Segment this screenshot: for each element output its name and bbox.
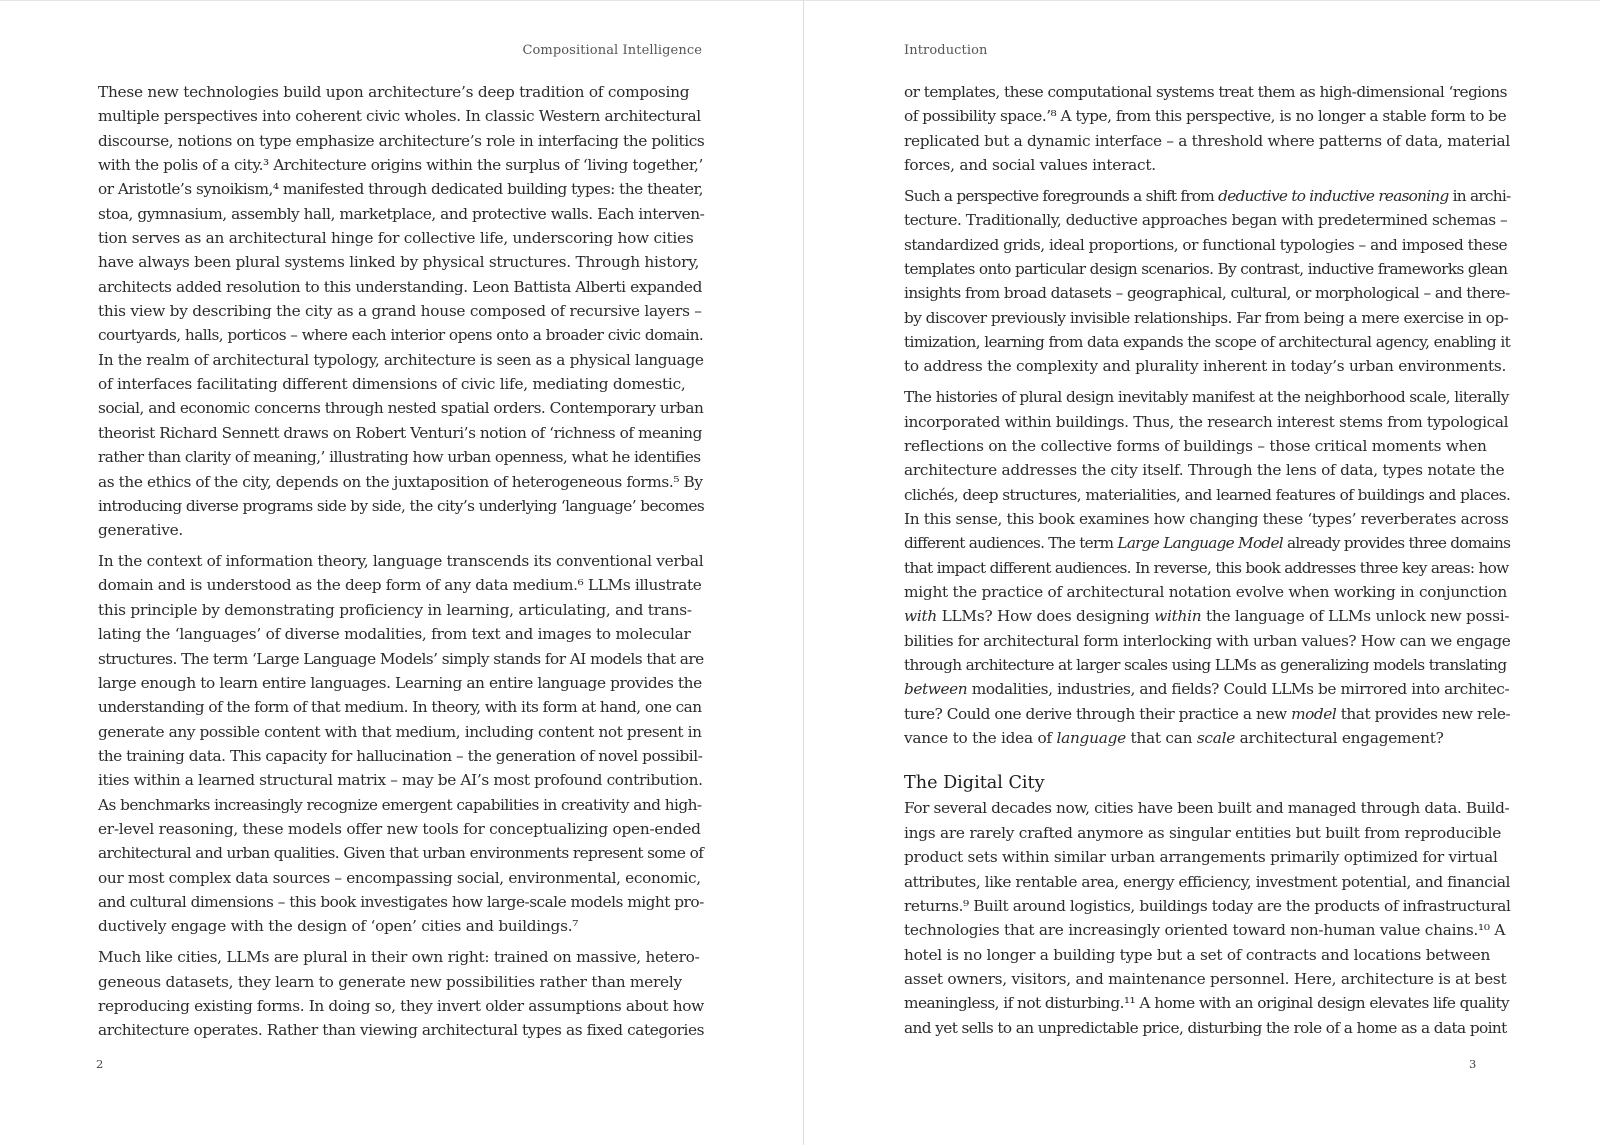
- right-text-column: [904, 80, 1509, 1040]
- text-line: as the ethics of the city, depends on the juxtaposition of heterogeneous forms.⁵ By: [98, 472, 703, 491]
- section-heading: The Digital City: [904, 773, 1045, 794]
- text-line: insights from broad datasets – geographical, cultural, or morphological – and there-: [904, 284, 1510, 303]
- text-line: architectural and urban qualities. Given that urban environments represent some of: [98, 844, 704, 863]
- text-line: different audiences. The term Large Language Model already provides three domains: [904, 534, 1511, 553]
- body-paragraph: [904, 385, 1509, 750]
- body-paragraph: [904, 80, 1509, 177]
- text-line: er-level reasoning, these models offer new tools for conceptualizing open-ended: [98, 819, 701, 838]
- text-line: product sets within similar urban arrangements primarily optimized for virtual: [904, 848, 1498, 867]
- text-line: this principle by demonstrating proficiency in learning, articulating, and trans-: [98, 600, 692, 619]
- body-paragraph: [904, 796, 1509, 1039]
- text-line: asset owners, visitors, and maintenance personnel. Here, architecture is at best: [904, 969, 1507, 988]
- text-line: by discover previously invisible relationships. Far from being a mere exercise in op-: [904, 308, 1509, 327]
- text-line: For several decades now, cities have been built and managed through data. Build-: [904, 799, 1510, 818]
- text-line: rather than clarity of meaning,’ illustrating how urban openness, what he identifies: [98, 448, 701, 467]
- text-line: Such a perspective foregrounds a shift from deductive to inductive reasoning in archi-: [904, 186, 1511, 205]
- left-text-column: [98, 80, 703, 1043]
- text-line: or templates, these computational systems treat them as high-dimensional ‘regions: [904, 83, 1507, 101]
- right-page: [804, 0, 1600, 1145]
- body-paragraph: [98, 549, 703, 939]
- text-line: architects added resolution to this understanding. Leon Battista Alberti expanded: [98, 277, 702, 296]
- text-line: ities within a learned structural matrix – may be AI’s most profound contribution.: [98, 771, 703, 790]
- text-line: These new technologies build upon architecture’s deep tradition of composing: [98, 83, 690, 101]
- page-number-left: 2: [96, 1057, 104, 1071]
- text-line: multiple perspectives into coherent civic wholes. In classic Western architectural: [98, 107, 701, 126]
- text-line: through architecture at larger scales using LLMs as generalizing models translating: [904, 656, 1507, 675]
- text-line: generate any possible content with that medium, including content not present in: [98, 722, 702, 741]
- text-line: lating the ‘languages’ of diverse modalities, from text and images to molecular: [98, 625, 691, 644]
- text-line: standardized grids, ideal proportions, or functional typologies – and imposed these: [904, 235, 1508, 254]
- text-line: introducing diverse programs side by side, the city’s underlying ‘language’ becomes: [98, 496, 705, 515]
- text-line: geneous datasets, they learn to generate new possibilities rather than merely: [98, 972, 682, 991]
- text-line: with LLMs? How does designing within the language of LLMs unlock new possi-: [904, 607, 1510, 626]
- text-line: ings are rarely crafted anymore as singular entities but built from reproducible: [904, 823, 1502, 842]
- text-line: ture? Could one derive through their practice a new model that provides new rele-: [904, 704, 1511, 723]
- text-line: to address the complexity and plurality inherent in today’s urban environments.: [904, 357, 1507, 376]
- text-line: hotel is no longer a building type but a set of contracts and locations between: [904, 945, 1491, 964]
- text-line: and cultural dimensions – this book investigates how large-scale models might pro-: [98, 892, 704, 911]
- text-line: bilities for architectural form interlocking with urban values? How can we engage: [904, 631, 1511, 650]
- paragraph-gap: [904, 379, 1509, 386]
- paragraph-gap: [98, 543, 703, 550]
- text-line: reflections on the collective forms of buildings – those critical moments when: [904, 437, 1487, 455]
- text-line: courtyards, halls, porticos – where each interior opens onto a broader civic domain.: [98, 326, 704, 345]
- text-line: meaningless, if not disturbing.¹¹ A home with an original design elevates life quality: [904, 994, 1510, 1013]
- body-paragraph: [904, 184, 1509, 379]
- text-line: returns.⁹ Built around logistics, buildings today are the products of infrastructural: [904, 896, 1511, 915]
- text-line: have always been plural systems linked by physical structures. Through history,: [98, 253, 700, 272]
- text-line: large enough to learn entire languages. Learning an entire language provides the: [98, 673, 702, 692]
- text-line: domain and is understood as the deep form of any data medium.⁶ LLMs illustrate: [98, 576, 702, 595]
- body-paragraph: [98, 945, 703, 1042]
- paragraph-gap: [98, 939, 703, 946]
- text-line: timization, learning from data expands the scope of architectural agency, enabling it: [904, 333, 1511, 352]
- text-line: the training data. This capacity for hallucination – the generation of novel possibil-: [98, 746, 703, 765]
- text-line: stoa, gymnasium, assembly hall, marketplace, and protective walls. Each interven-: [98, 204, 705, 223]
- text-line: understanding of the form of that medium. In theory, with its form at hand, one can: [98, 698, 702, 717]
- paragraph-gap: [904, 177, 1509, 184]
- text-line: forces, and social values interact.: [904, 156, 1156, 175]
- text-line: and yet sells to an unpredictable price, disturbing the role of a home as a data point: [904, 1018, 1507, 1037]
- text-line: incorporated within buildings. Thus, the research interest stems from typological: [904, 412, 1509, 431]
- text-line: technologies that are increasingly oriented toward non-human value chains.¹⁰ A: [904, 921, 1506, 940]
- text-line: architecture addresses the city itself. Through the lens of data, types notate the: [904, 461, 1505, 480]
- text-line: clichés, deep structures, materialities, and learned features of buildings and places.: [904, 485, 1511, 504]
- text-line: might the practice of architectural notation evolve when working in conjunction: [904, 583, 1507, 602]
- text-line: Much like cities, LLMs are plural in their own right: trained on massive, hetero-: [98, 948, 700, 967]
- text-line: of possibility space.’⁸ A type, from this perspective, is no longer a stable form to be: [904, 107, 1507, 126]
- text-line: with the polis of a city.³ Architecture origins within the surplus of ‘living together,’: [98, 156, 703, 175]
- text-line: The histories of plural design inevitably manifest at the neighborhood scale, literally: [904, 388, 1509, 407]
- text-line: or Aristotle’s synoikism,⁴ manifested through dedicated building types: the theater,: [98, 180, 703, 199]
- text-line: tecture. Traditionally, deductive approaches began with predetermined schemas –: [904, 211, 1508, 230]
- text-line: vance to the idea of language that can scale architectural engagement?: [904, 729, 1444, 748]
- text-line: between modalities, industries, and fields? Could LLMs be mirrored into architec-: [904, 680, 1510, 699]
- text-line: attributes, like rentable area, energy efficiency, investment potential, and financial: [904, 872, 1510, 891]
- text-line: In the context of information theory, language transcends its conventional verbal: [98, 552, 704, 571]
- text-line: theorist Richard Sennett draws on Robert Venturi’s notion of ‘richness of meaning: [98, 423, 702, 442]
- text-line: templates onto particular design scenarios. By contrast, inductive frameworks glean: [904, 260, 1508, 278]
- text-line: of interfaces facilitating different dimensions of civic life, mediating domestic,: [98, 375, 686, 394]
- text-line: our most complex data sources – encompassing social, environmental, economic,: [98, 868, 701, 887]
- text-line: that impact different audiences. In reverse, this book addresses three key areas: how: [904, 558, 1509, 577]
- text-line: In the realm of architectural typology, architecture is seen as a physical language: [98, 350, 704, 369]
- body-paragraph: [98, 80, 703, 543]
- text-line: In this sense, this book examines how changing these ‘types’ reverberates across: [904, 510, 1509, 529]
- text-line: structures. The term ‘Large Language Models’ simply stands for AI models that are: [98, 649, 704, 668]
- text-line: As benchmarks increasingly recognize emergent capabilities in creativity and high-: [98, 795, 702, 814]
- text-line: generative.: [98, 521, 184, 540]
- text-line: this view by describing the city as a grand house composed of recursive layers –: [98, 302, 702, 321]
- text-line: reproducing existing forms. In doing so, they invert older assumptions about how: [98, 996, 704, 1015]
- running-head-left: Compositional Intelligence: [522, 43, 702, 58]
- text-line: tion serves as an architectural hinge for collective life, underscoring how cities: [98, 229, 694, 248]
- text-line: architecture operates. Rather than viewing architectural types as fixed categories: [98, 1021, 705, 1040]
- text-line: ductively engage with the design of ‘open’ cities and buildings.⁷: [98, 917, 579, 936]
- text-line: discourse, notions on type emphasize architecture’s role in interfacing the politics: [98, 131, 705, 150]
- running-head-right: Introduction: [904, 43, 988, 58]
- text-line: replicated but a dynamic interface – a threshold where patterns of data, material: [904, 131, 1510, 150]
- page-number-right: 3: [1469, 1057, 1477, 1071]
- text-line: social, and economic concerns through nested spatial orders. Contemporary urban: [98, 399, 704, 418]
